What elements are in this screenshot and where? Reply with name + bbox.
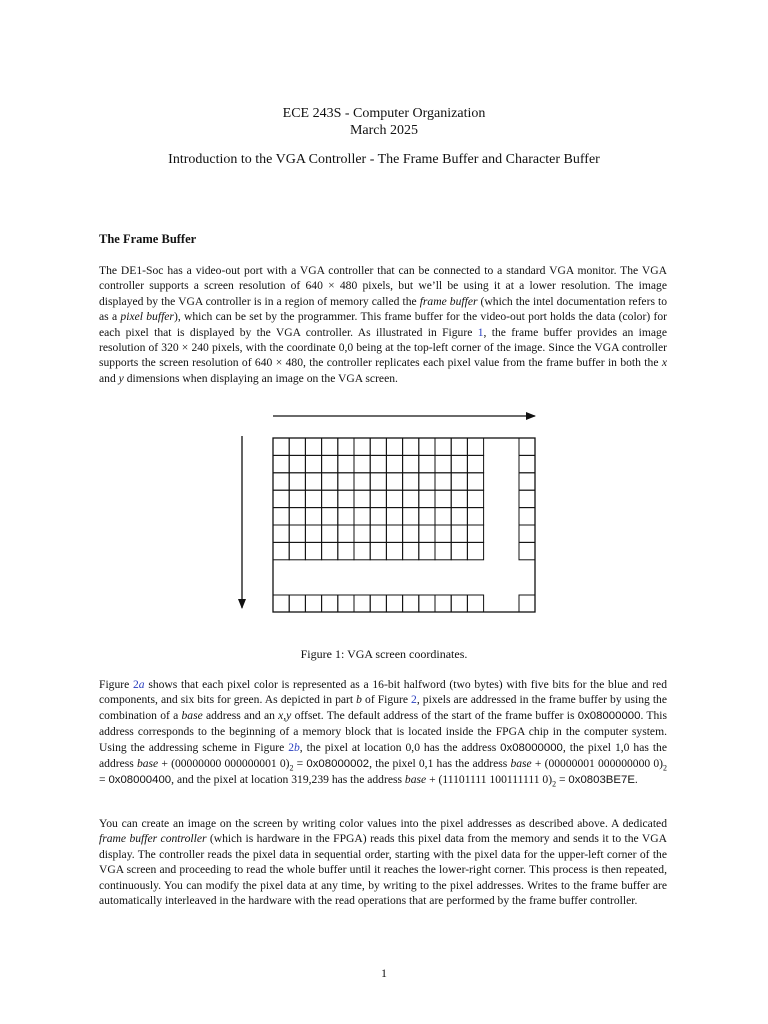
figure-link[interactable]: 2 [288, 740, 294, 754]
vga-coordinates-figure [230, 405, 550, 620]
figure-link[interactable]: 1 [477, 325, 484, 339]
pixel-cell [354, 490, 370, 507]
pixel-cell [354, 438, 370, 455]
pixel-cell [435, 542, 451, 559]
pixel-cell [322, 473, 338, 490]
pixel-cell [519, 508, 535, 525]
pixel-cell [451, 525, 467, 542]
pixel-cell [338, 438, 354, 455]
section-heading: The Frame Buffer [99, 232, 197, 246]
pixel-cell [273, 542, 289, 559]
pixel-cell [467, 542, 483, 559]
pixel-cell [273, 595, 289, 612]
pixel-cell [451, 542, 467, 559]
emphasis-text: b [356, 693, 362, 707]
pixel-cell [403, 473, 419, 490]
pixel-cell [419, 525, 435, 542]
pixel-cell [435, 473, 451, 490]
figure-link[interactable]: b [294, 740, 300, 754]
pixel-cell [467, 525, 483, 542]
figure-link[interactable]: 2 [133, 678, 139, 691]
pixel-cell [354, 525, 370, 542]
pixel-cell [386, 490, 402, 507]
pixel-cell [322, 455, 338, 472]
pixel-cell [338, 542, 354, 559]
document-header [0, 105, 768, 139]
pixel-cell [435, 455, 451, 472]
emphasis-text: base [510, 757, 532, 771]
pixel-cell [467, 490, 483, 507]
address-code: 0x08000000 [577, 709, 641, 722]
pixel-cell [354, 473, 370, 490]
text-run: . [634, 773, 638, 787]
pixel-cell [403, 455, 419, 472]
emphasis-text: frame buffer [419, 294, 478, 308]
emphasis-text: frame buffer controller [99, 832, 207, 846]
figure-link[interactable]: a [138, 678, 145, 691]
text-run: , the pixel 1,0 has the address [99, 740, 667, 771]
pixel-cell [370, 455, 386, 472]
pixel-cell [467, 595, 483, 612]
pixel-cell [273, 508, 289, 525]
pixel-cell [519, 542, 535, 559]
pixel-cell [289, 473, 305, 490]
address-code: 0x08000400 [108, 774, 172, 787]
text-run: You can create an image on the screen by writing color values into the pixel addresses as described above. A dedicated [99, 817, 667, 830]
pixel-cell [338, 525, 354, 542]
pixel-cell [289, 455, 305, 472]
text-run: offset. The default address of the start of the frame buffer is [291, 708, 578, 722]
emphasis-text: base [404, 773, 427, 787]
pixel-cell [338, 595, 354, 612]
pixel-cell [386, 508, 402, 525]
emphasis-text: x [661, 356, 667, 370]
pixel-cell [451, 438, 467, 455]
emphasis-text: base [136, 757, 159, 771]
pixel-cell [403, 438, 419, 455]
pixel-cell [305, 525, 321, 542]
pixel-cell [338, 473, 354, 490]
pixel-cell [273, 455, 289, 472]
pixel-cell [386, 438, 402, 455]
pixel-cell [289, 438, 305, 455]
text-run: , the pixel at location 0,0 has the address [299, 740, 501, 754]
text-run: address and an [202, 708, 279, 722]
text-run: , the frame buffer provides an image resolution of 320 × 240 pixels, with the coordinate 0,0 being at the top-left corner of the image. Since the VGA controller supports the screen resolution of 640 × 480, the controller replicates each pixel value from the frame buffer in both the [99, 325, 667, 370]
pixel-cell [419, 542, 435, 559]
course-title: ECE 243S - Computer Organization [282, 106, 486, 121]
pixel-cell [519, 490, 535, 507]
text-run: shows that each pixel color is represented as a 16-bit halfword (two bytes) with five bits for the blue and red components, and six bits for green. As depicted in part [99, 678, 667, 707]
pixel-cell [289, 490, 305, 507]
pixel-cell [370, 490, 386, 507]
text-run: , pixels are addressed in the frame buffer by using the combination of a [99, 693, 668, 722]
pixel-cell [322, 595, 338, 612]
emphasis-text: x,y [278, 708, 292, 722]
subscript: 2 [552, 779, 557, 789]
page-number: 1 [381, 966, 387, 980]
text-run: . This address corresponds to the beginning of a memory block that is located inside the FPGA chip in the computer system. Using the addressing scheme in Figure [99, 708, 668, 754]
text-run: = [99, 773, 109, 787]
text-run: + (11101111 100111111 0) [426, 773, 553, 787]
pixel-cell [289, 508, 305, 525]
text-run: (which the intel documentation refers to as a [99, 294, 668, 324]
pixel-cell [403, 490, 419, 507]
pixel-cell [403, 542, 419, 559]
pixel-cell [289, 542, 305, 559]
pixel-cell [419, 595, 435, 612]
pixel-cell [338, 455, 354, 472]
subscript: 2 [289, 763, 294, 773]
pixel-cell [467, 455, 483, 472]
pixel-cell [419, 508, 435, 525]
text-run: + (00000001 000000000 0) [531, 757, 664, 771]
paragraph-controller [99, 816, 667, 908]
address-code: 0x08000000 [500, 741, 563, 754]
pixel-cell [305, 473, 321, 490]
address-code: 0x08000002 [306, 758, 370, 771]
pixel-cell [467, 438, 483, 455]
pixel-cell [435, 438, 451, 455]
pixel-cell [419, 455, 435, 472]
pixel-cell [435, 490, 451, 507]
pixel-cell [322, 542, 338, 559]
figure-link[interactable]: 2 [411, 693, 417, 707]
pixel-cell [467, 508, 483, 525]
pixel-cell [435, 525, 451, 542]
paragraph-addressing [99, 677, 667, 789]
pixel-cell [305, 455, 321, 472]
pixel-cell [519, 438, 535, 455]
pixel-cell [451, 455, 467, 472]
pixel-cell [322, 508, 338, 525]
address-code: 0x0803BE7E [568, 774, 635, 787]
emphasis-text: y [118, 371, 124, 385]
pixel-cell [519, 473, 535, 490]
pixel-cell [322, 490, 338, 507]
pixel-cell [370, 525, 386, 542]
pixel-cell [386, 595, 402, 612]
pixel-cell [273, 473, 289, 490]
pixel-cell [370, 595, 386, 612]
pixel-grid [273, 438, 535, 612]
pixel-cell [370, 508, 386, 525]
pixel-cell [451, 595, 467, 612]
pixel-cell [305, 438, 321, 455]
pixel-cell [386, 455, 402, 472]
pixel-cell [273, 438, 289, 455]
subscript: 2 [663, 763, 668, 773]
pixel-cell [451, 490, 467, 507]
pixel-cell [519, 595, 535, 612]
figure-caption: Figure 1: VGA screen coordinates. [300, 647, 468, 661]
pixel-cell [403, 595, 419, 612]
pixel-cell [519, 455, 535, 472]
text-run: = [556, 773, 569, 787]
pixel-cell [354, 508, 370, 525]
text-run: of Figure [361, 693, 412, 707]
pixel-cell [419, 473, 435, 490]
pixel-cell [435, 595, 451, 612]
pixel-cell [322, 525, 338, 542]
text-run: = [293, 757, 307, 771]
pixel-cell [289, 525, 305, 542]
pixel-cell [338, 490, 354, 507]
pixel-cell [403, 525, 419, 542]
pixel-cell [305, 508, 321, 525]
document-date: March 2025 [349, 123, 419, 138]
emphasis-text: pixel buffer [120, 310, 174, 324]
pixel-cell [370, 438, 386, 455]
pixel-cell [322, 438, 338, 455]
text-run: + (00000000 000000001 0) [158, 757, 290, 771]
text-run: The DE1-Soc has a video-out port with a VGA controller that can be connected to a standard VGA monitor. The VGA controller supports a screen resolution of 640 × 480 pixels, but we’ll be using it at a lower resolution. The image displayed by the VGA controller is in a region of memory called the [99, 264, 667, 308]
pixel-cell [386, 473, 402, 490]
pixel-cell [289, 595, 305, 612]
pixel-cell [273, 525, 289, 542]
pixel-cell [305, 595, 321, 612]
pixel-cell [435, 508, 451, 525]
text-run: , and the pixel at location 319,239 has the address [171, 773, 405, 787]
pixel-cell [519, 525, 535, 542]
pixel-cell [273, 490, 289, 507]
pixel-cell [403, 508, 419, 525]
pixel-cell [305, 542, 321, 559]
text-run: Figure [99, 678, 133, 691]
text-run: dimensions when displaying an image on the VGA screen. [123, 371, 398, 385]
pixel-cell [338, 508, 354, 525]
pixel-cell [419, 490, 435, 507]
text-run: ), which can be set by the programmer. This frame buffer for the video-out port holds the data (color) for each pixel that is displayed by the VGA controller. As illustrated in Figure [99, 310, 668, 339]
text-run: and [99, 371, 119, 385]
pixel-cell [386, 525, 402, 542]
pixel-cell [467, 473, 483, 490]
pixel-cell [451, 508, 467, 525]
pixel-cell [305, 490, 321, 507]
emphasis-text: base [181, 708, 203, 722]
pixel-cell [354, 455, 370, 472]
pixel-cell [354, 542, 370, 559]
pixel-cell [354, 595, 370, 612]
document-title: Introduction to the VGA Controller - The Frame Buffer and Character Buffer [168, 152, 600, 167]
pixel-cell [370, 542, 386, 559]
text-run: (which is hardware in the FPGA) reads this pixel data from the memory and sends it to the VGA display. The controller reads the pixel data in sequential order, starting with the pixel data for the upper-left corner of the VGA screen and proceeding to read the whole buffer until it reaches the lower-right corner. This process is then repeated, continuously. You can modify the pixel data at any time, by writing to the pixel addresses. Writes to the frame buffer are automatically interleaved in the hardware with the read operations that are performed by the frame buffer controller. [99, 832, 667, 908]
pixel-cell [451, 473, 467, 490]
paragraph-intro [99, 263, 667, 386]
text-run: , the pixel 0,1 has the address [369, 757, 511, 771]
pixel-cell [386, 542, 402, 559]
pixel-cell [419, 438, 435, 455]
pixel-cell [370, 473, 386, 490]
